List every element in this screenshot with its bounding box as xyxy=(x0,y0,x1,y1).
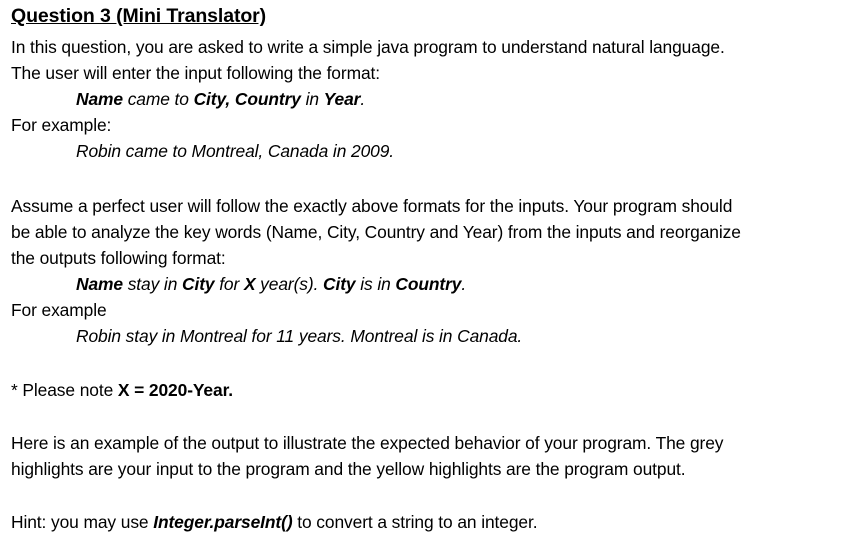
output-format-city: City xyxy=(182,274,215,294)
para2-line-1: Assume a perfect user will follow the exactly above formats for the inputs. Your program should xyxy=(11,196,733,216)
hint-suffix: to convert a string to an integer. xyxy=(292,512,538,532)
output-format-country: Country xyxy=(395,274,462,294)
note-line xyxy=(11,378,233,403)
output-format-city-2: City xyxy=(323,274,356,294)
para2-line-2: be able to analyze the key words (Name, City, Country and Year) from the inputs and reorganize xyxy=(11,222,741,242)
hint-prefix: Hint: you may use xyxy=(11,512,154,532)
input-format: Name came to City, Country in Year. xyxy=(76,89,366,109)
hint-method: Integer.parseInt() xyxy=(153,512,293,532)
hint-line xyxy=(11,510,537,535)
output-format: Name stay in City for X year(s). City is in Country. xyxy=(76,274,467,294)
note-formula: X = 2020-Year. xyxy=(117,380,234,400)
input-format-came-to: came to xyxy=(122,89,194,109)
example-output-text: Robin stay in Montreal for 11 years. Montreal is in Canada. xyxy=(76,326,523,346)
note-prefix: * Please note xyxy=(11,380,118,400)
para3-line-1: Here is an example of the output to illustrate the expected behavior of your program. The grey xyxy=(11,433,724,453)
question-title: Question 3 (Mini Translator) xyxy=(11,5,267,27)
para2-line-3: the outputs following format: xyxy=(11,248,226,268)
intro-line-2: The user will enter the input following the format: xyxy=(11,63,380,83)
intro-line-1: In this question, you are asked to write a simple java program to understand natural language. xyxy=(11,37,725,57)
example-label-1: For example: xyxy=(11,115,112,135)
input-format-name: Name xyxy=(76,89,123,109)
input-format-year: Year xyxy=(323,89,361,109)
para3-line-2: highlights are your input to the program and the yellow highlights are the program output. xyxy=(11,459,686,479)
output-format-x: X xyxy=(243,274,256,294)
output-format-name: Name xyxy=(76,274,123,294)
input-format-in: in xyxy=(300,89,324,109)
example-input-text: Robin came to Montreal, Canada in 2009. xyxy=(76,141,395,161)
input-format-country: Country xyxy=(234,89,301,109)
example-label-2: For example xyxy=(11,300,107,320)
input-format-city: City, xyxy=(193,89,231,109)
